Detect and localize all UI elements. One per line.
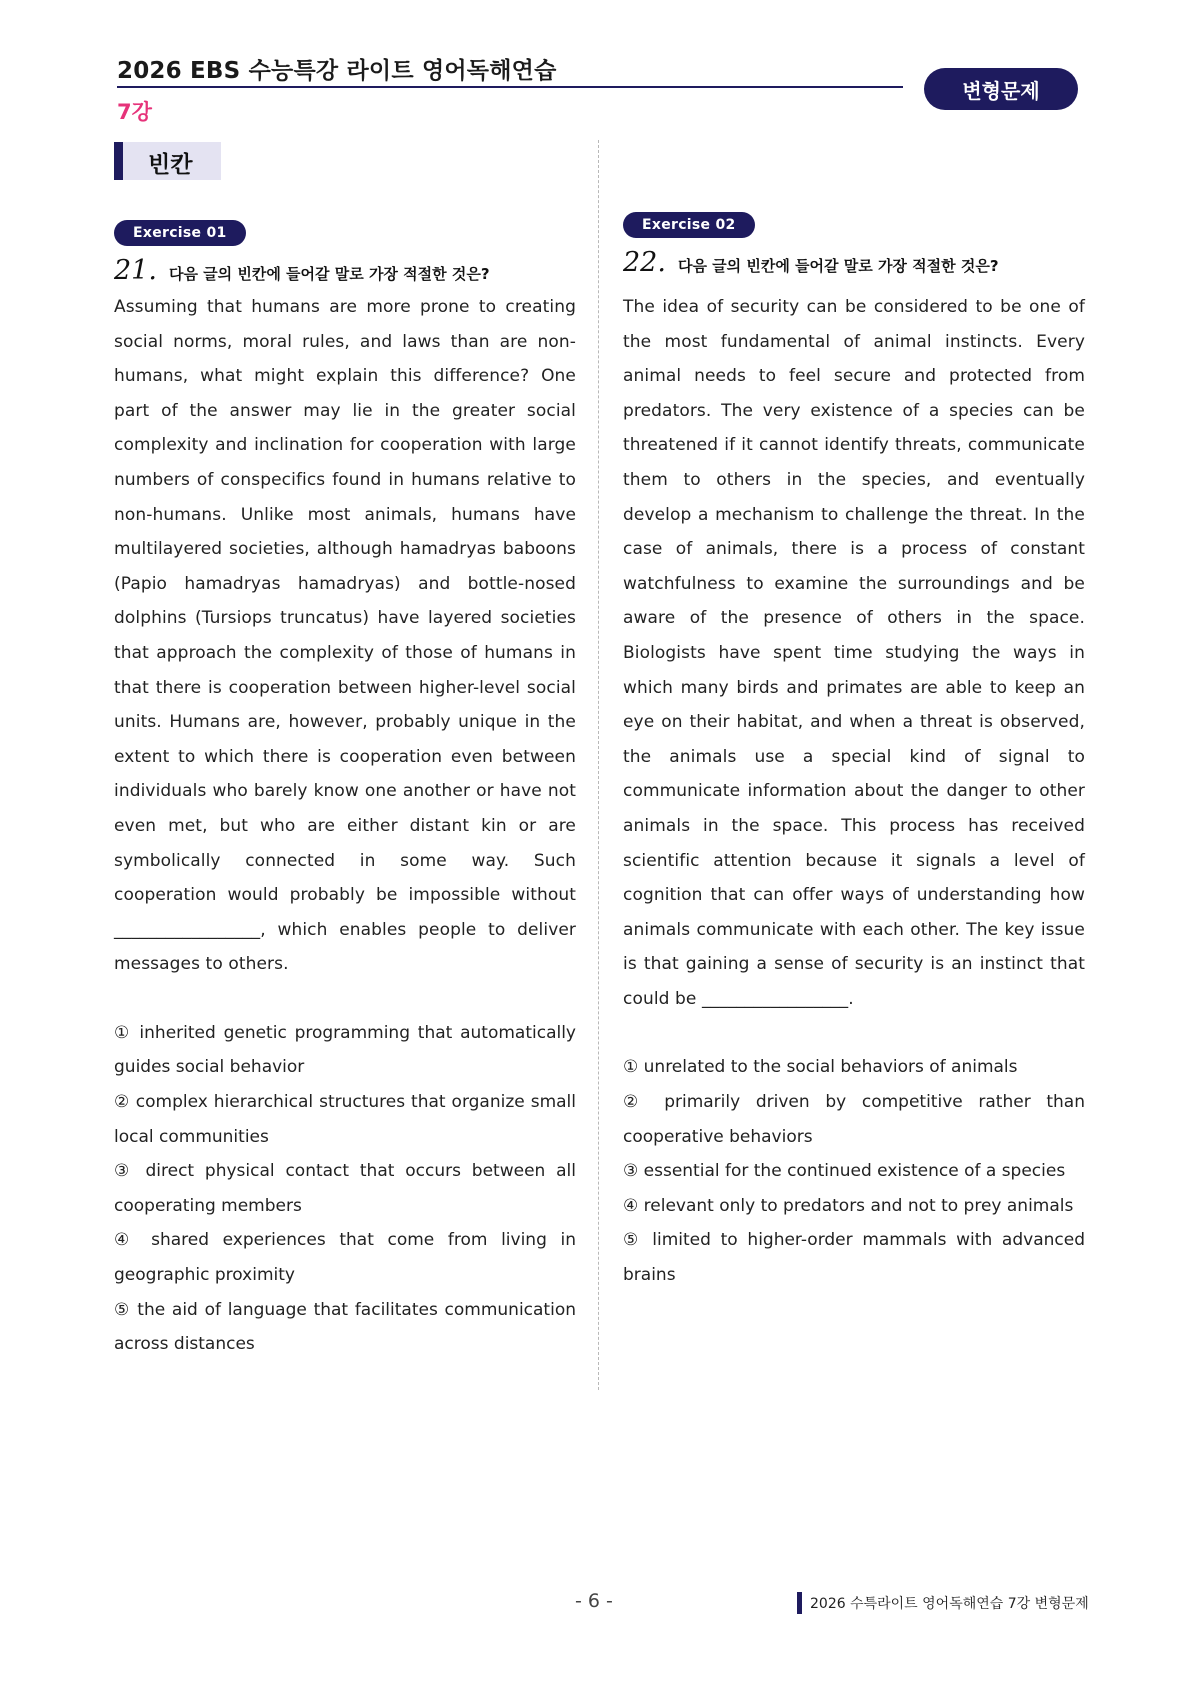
option-2[interactable]: ② complex hierarchical structures that organize small local communities [114,1092,576,1147]
passage [114,290,576,982]
option-2[interactable]: ② primarily driven by competitive rather than cooperative behaviors [623,1092,1085,1147]
passage-text-end: , which enables people to deliver messages to others. [114,919,576,975]
option-3[interactable]: ③ essential for the continued existence of a species [623,1161,1066,1182]
question-line [623,247,1085,278]
problem-type-badge: 변형문제 [924,68,1078,110]
question-number: 22. [623,247,666,278]
footer [797,1592,1089,1614]
option-1[interactable]: ① inherited genetic programming that automatically guides social behavior [114,1022,576,1078]
header-rule [117,86,903,88]
column-divider [598,140,599,1390]
section-label: 빈칸 [148,152,193,178]
section-heading [114,142,221,180]
option-5[interactable]: ⑤ the aid of language that facilitates communication across distances [114,1299,576,1355]
question-prompt: 다음 글의 빈칸에 들어갈 말로 가장 적절한 것은? [168,265,490,283]
answer-blank: _________________ [702,988,849,1009]
passage-text: The idea of security can be considered to be one of the most fundamental of animal instincts. Every animal needs to feel secure and protected from predators. The very existence of a species can be threatened if it cannot identify threats, communicate them to others in the species, and eventually develop a mechanism to challenge the threat. In the case of animals, there is a process of constant watchfulness to examine the surroundings and be aware of the presence of others in the space. Biologists have spent time studying the ways in which many birds and primates are able to keep an eye on their habitat, and when a threat is observed, the animals use a special kind of signal to communicate information about the danger to other animals in the space. This process has received scientific attention because it signals a level of cognition that can offer ways of understanding how animals communicate with each other. The key issue is that gaining a sense of security is an instinct that could be [623,297,1085,1009]
footer-accent-bar [797,1592,802,1614]
exercise-tag: Exercise 02 [623,212,755,238]
section-accent-bar [114,142,123,180]
passage-text-end: . [848,988,854,1009]
exercise-02 [623,212,1085,1293]
option-3[interactable]: ③ direct physical contact that occurs between all cooperating members [114,1161,576,1216]
exercise-01 [114,220,576,1362]
option-5[interactable]: ⑤ limited to higher-order mammals with advanced brains [623,1230,1085,1286]
question-line [114,255,576,286]
question-prompt: 다음 글의 빈칸에 들어갈 말로 가장 적절한 것은? [677,257,999,275]
passage-text: Assuming that humans are more prone to creating social norms, moral rules, and laws than are non-humans, what might explain this difference? One part of the answer may lie in the greater social complexity and inclination for cooperation with large numbers of conspecifics found in humans relative to non-humans. Unlike most animals, humans have multilayered societies, although hamadryas baboons (Papio hamadryas hamadryas) and bottle-nosed dolphins (Tursiops truncatus) have layered societies that approach the complexity of those of humans in that there is cooperation between higher-level social units. Humans are, however, probably unique in the extent to which there is cooperation even between individuals who barely know one another or have not even met, but who are either distant kin or are symbolically connected in some way. Such cooperation would probably be impossible without [114,297,576,906]
passage [623,290,1085,1016]
answer-options [623,1050,1085,1292]
option-4[interactable]: ④ relevant only to predators and not to prey animals [623,1195,1074,1216]
footer-text: 2026 수특라이트 영어독해연습 7강 변형문제 [810,1596,1089,1612]
answer-options [114,1016,576,1362]
option-1[interactable]: ① unrelated to the social behaviors of animals [623,1057,1018,1078]
answer-blank: _________________ [114,919,261,940]
option-4[interactable]: ④ shared experiences that come from living in geographic proximity [114,1230,576,1286]
document-title: 2026 EBS 수능특강 라이트 영어독해연습 [117,58,557,84]
page-number: - 6 - [575,1590,613,1612]
lesson-label: 7강 [117,100,152,124]
question-number: 21. [114,255,157,286]
exercise-tag: Exercise 01 [114,220,246,246]
